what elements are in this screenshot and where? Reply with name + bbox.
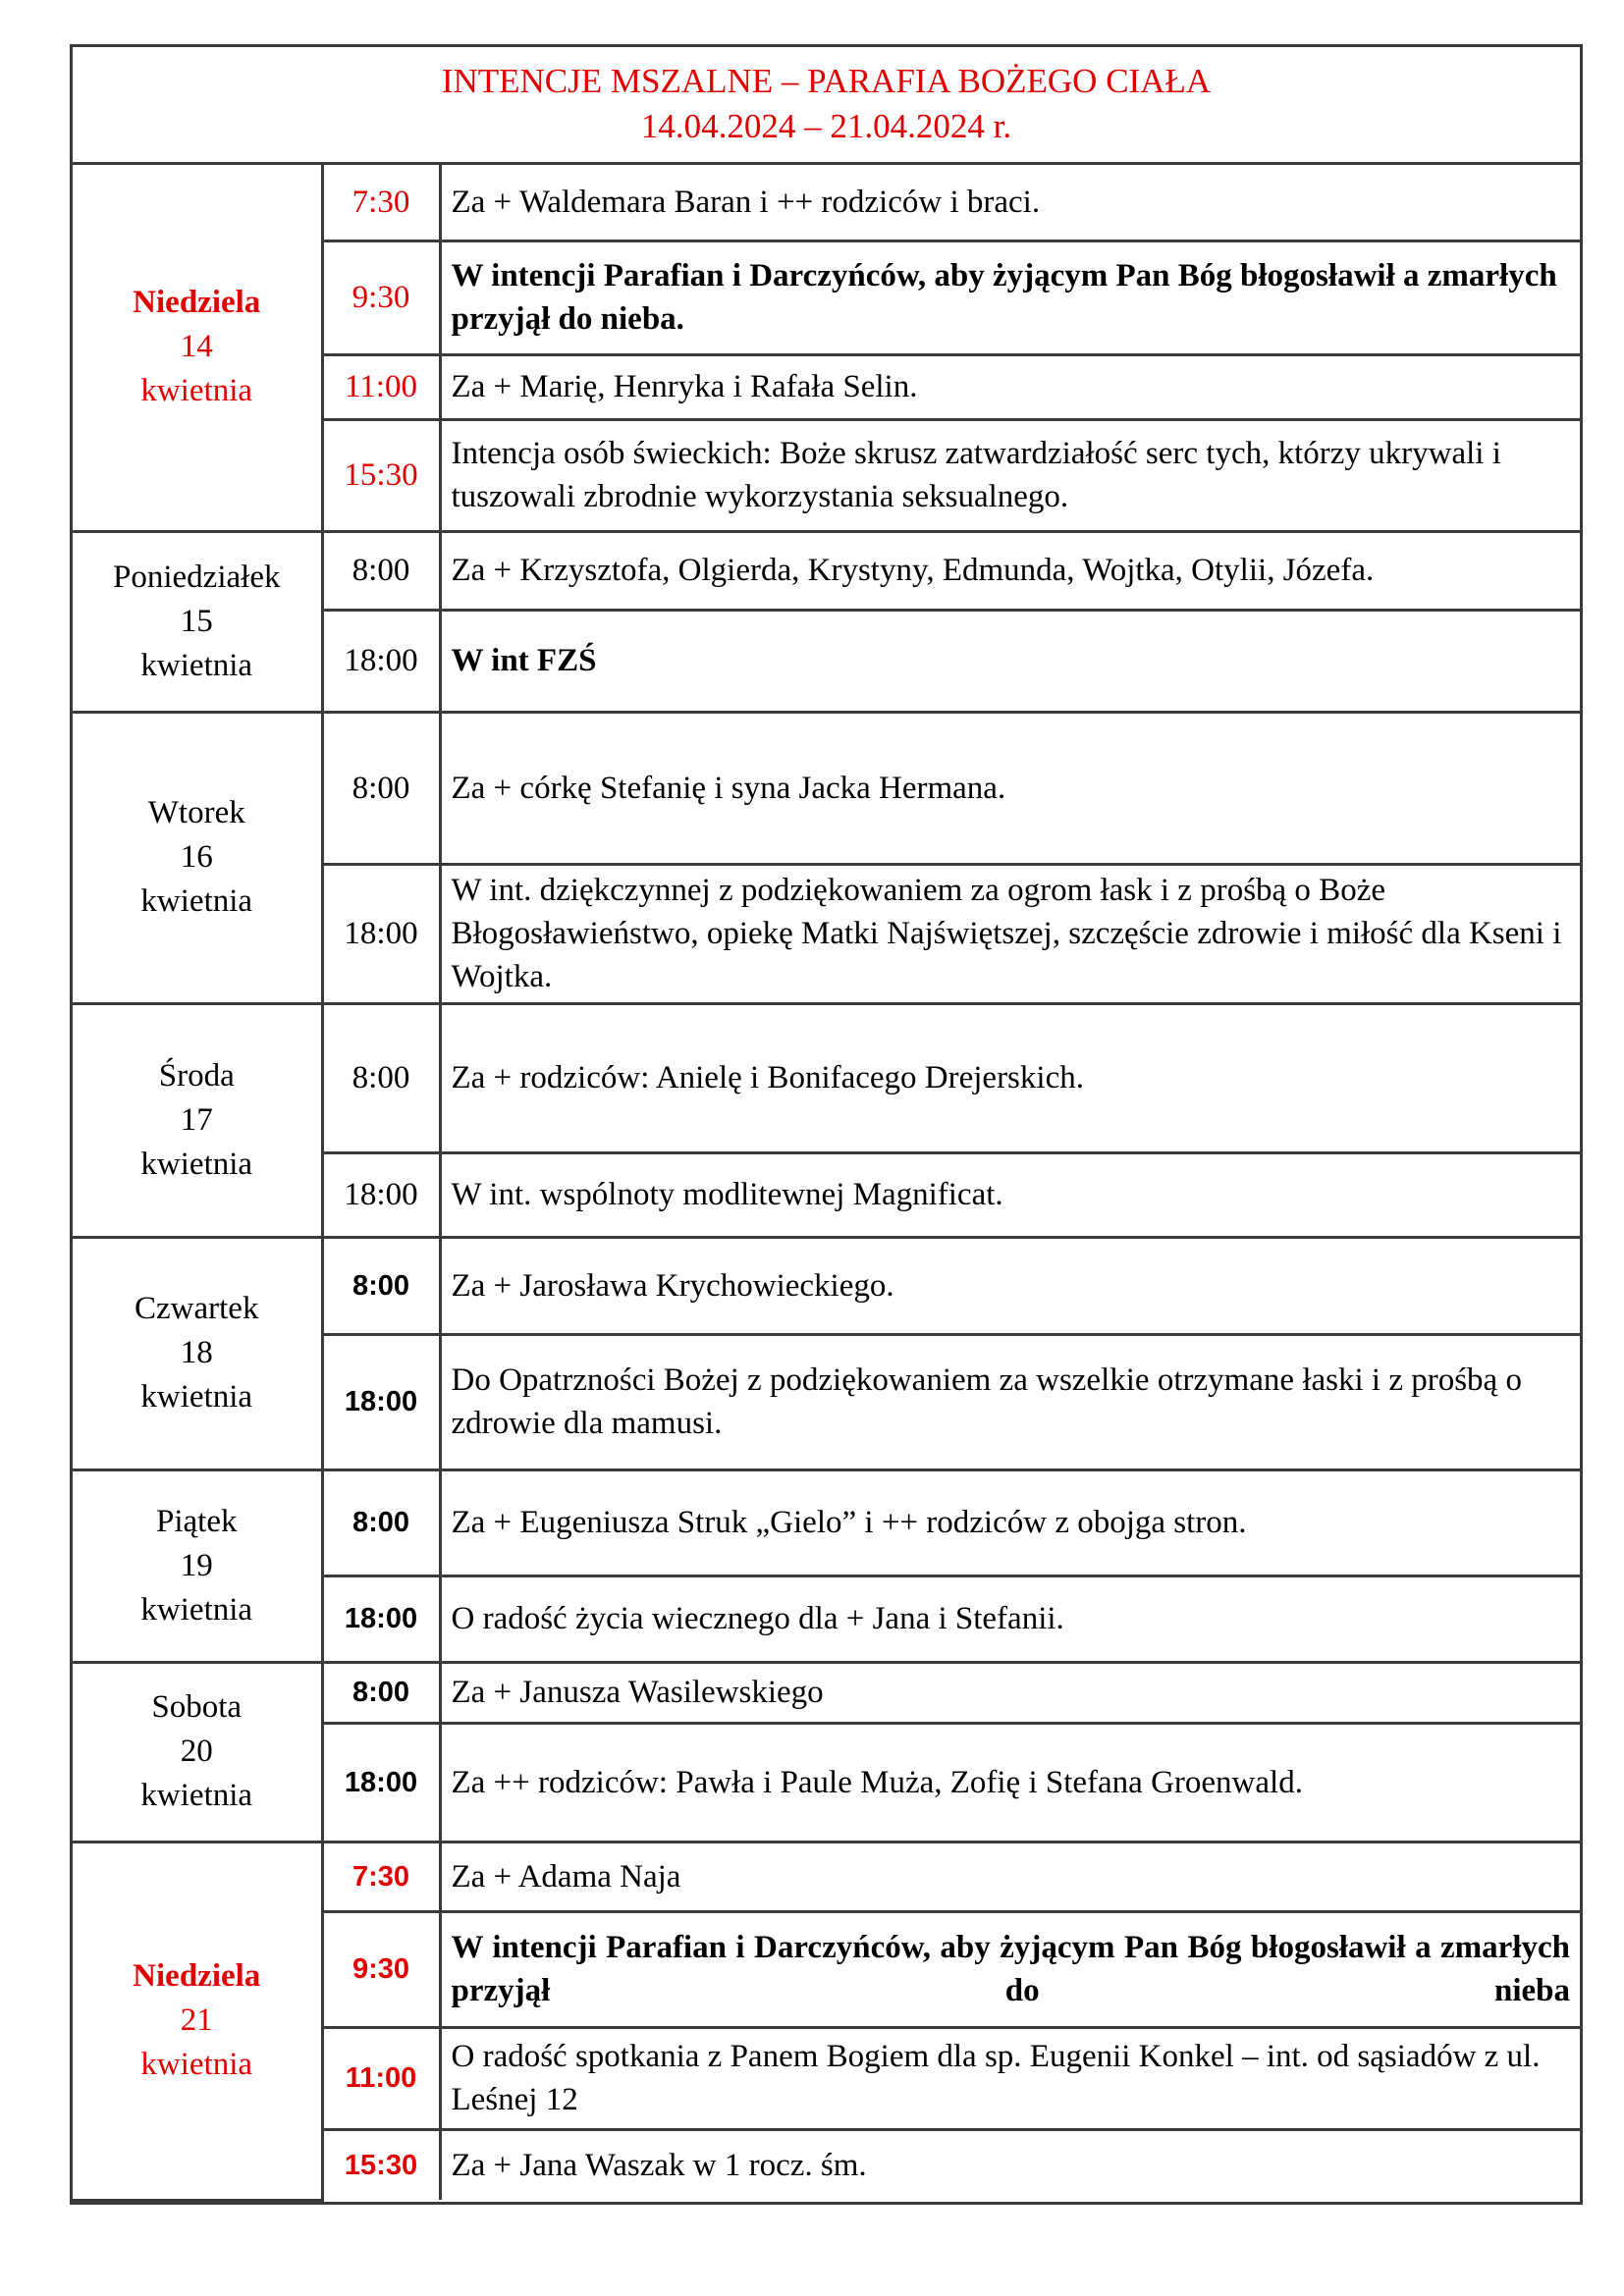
mass-time: 7:30 — [322, 1842, 440, 1911]
mass-intention: Za + Eugeniusza Struk „Gielo” i ++ rodziców z obojga stron. — [440, 1469, 1580, 1575]
header — [73, 47, 1580, 165]
mass-intention: W intencji Parafian i Darczyńców, aby żyjącym Pan Bóg błogosławił a zmarłych przyjął do nieba — [440, 1911, 1580, 2027]
mass-intention: Za + Marię, Henryka i Rafała Selin. — [440, 354, 1580, 419]
day-month: kwietnia — [140, 1379, 253, 1415]
mass-time: 7:30 — [322, 165, 440, 240]
page-title: INTENCJE MSZALNE – PARAFIA BOŻEGO CIAŁA — [441, 62, 1212, 100]
day-cell — [73, 1842, 322, 2200]
day-cell — [73, 1662, 322, 1842]
day-number: 20 — [180, 1734, 213, 1769]
day-name: Środa — [158, 1057, 235, 1094]
mass-intention: Za + córkę Stefanię i syna Jacka Hermana. — [440, 712, 1580, 864]
mass-time: 18:00 — [322, 610, 440, 712]
day-number: 18 — [180, 1335, 213, 1370]
day-name: Wtorek — [147, 795, 245, 830]
mass-intention: W int. wspólnoty modlitewnej Magnificat. — [440, 1152, 1580, 1237]
day-month: kwietnia — [140, 647, 253, 683]
mass-intentions-sheet — [70, 44, 1583, 2205]
mass-time: 8:00 — [322, 531, 440, 610]
day-number: 17 — [180, 1101, 213, 1138]
mass-intention: O radość życia wiecznego dla + Jana i Stefanii. — [440, 1575, 1580, 1662]
mass-time: 9:30 — [322, 1911, 440, 2027]
day-name: Poniedziałek — [113, 559, 281, 595]
mass-time: 8:00 — [322, 712, 440, 864]
mass-time: 18:00 — [322, 1575, 440, 1662]
table-row — [73, 1842, 1580, 1911]
day-number: 16 — [180, 839, 213, 875]
table-row — [73, 165, 1580, 240]
mass-time: 15:30 — [322, 2129, 440, 2200]
date-range: 14.04.2024 – 21.04.2024 r. — [640, 107, 1012, 145]
mass-intention: W int FZŚ — [440, 610, 1580, 712]
day-cell — [73, 1469, 322, 1662]
mass-time: 9:30 — [322, 240, 440, 354]
day-cell — [73, 1237, 322, 1469]
day-number: 15 — [180, 603, 213, 639]
mass-time: 11:00 — [322, 354, 440, 419]
day-month: kwietnia — [140, 1591, 253, 1628]
day-number: 21 — [180, 2002, 213, 2038]
day-month: kwietnia — [140, 1146, 253, 1182]
mass-time: 18:00 — [322, 1723, 440, 1842]
table-row — [73, 1662, 1580, 1723]
day-month: kwietnia — [140, 373, 253, 409]
mass-intention: Do Opatrzności Bożej z podziękowaniem za wszelkie otrzymane łaski i z prośbą o zdrowie dla mamusi. — [440, 1334, 1580, 1469]
table-row — [73, 1003, 1580, 1152]
mass-time: 8:00 — [322, 1662, 440, 1723]
mass-time: 8:00 — [322, 1003, 440, 1152]
mass-time: 18:00 — [322, 1152, 440, 1237]
day-month: kwietnia — [140, 1778, 253, 1813]
day-cell — [73, 165, 322, 531]
day-month: kwietnia — [140, 883, 253, 919]
day-name: Sobota — [151, 1689, 243, 1725]
day-name: Niedziela — [133, 1958, 261, 1994]
day-month: kwietnia — [140, 2047, 253, 2082]
day-cell — [73, 712, 322, 1003]
table-row — [73, 1469, 1580, 1575]
mass-intention: O radość spotkania z Panem Bogiem dla sp. Eugenii Konkel – int. od sąsiadów z ul. Leśnej 12 — [440, 2027, 1580, 2129]
day-cell — [73, 531, 322, 712]
mass-intention: Za + rodziców: Anielę i Bonifacego Drejerskich. — [440, 1003, 1580, 1152]
mass-time: 8:00 — [322, 1469, 440, 1575]
day-number: 14 — [180, 329, 213, 365]
table-row — [73, 531, 1580, 610]
schedule-table — [73, 165, 1580, 2202]
mass-intention: Za ++ rodziców: Pawła i Paule Muża, Zofię i Stefana Groenwald. — [440, 1723, 1580, 1842]
day-cell — [73, 1003, 322, 1237]
day-name: Niedziela — [133, 285, 261, 321]
mass-time: 18:00 — [322, 864, 440, 1003]
mass-intention: Za + Janusza Wasilewskiego — [440, 1662, 1580, 1723]
mass-time: 8:00 — [322, 1237, 440, 1334]
mass-time: 18:00 — [322, 1334, 440, 1469]
mass-intention: Za + Jana Waszak w 1 rocz. śm. — [440, 2129, 1580, 2200]
mass-intention: W intencji Parafian i Darczyńców, aby żyjącym Pan Bóg błogosławił a zmarłych przyjął do nieba. — [440, 240, 1580, 354]
day-number: 19 — [180, 1547, 213, 1583]
mass-intention: Za + Krzysztofa, Olgierda, Krystyny, Edmunda, Wojtka, Otylii, Józefa. — [440, 531, 1580, 610]
mass-intention: W int. dziękczynnej z podziękowaniem za ogrom łask i z prośbą o Boże Błogosławieństwo, opiekę Matki Najświętszej, szczęście zdrowie i miłość dla Kseni i Wojtka. — [440, 864, 1580, 1003]
mass-intention: Intencja osób świeckich: Boże skrusz zatwardziałość serc tych, którzy ukrywali i tuszowali zbrodnie wykorzystania seksualnego. — [440, 419, 1580, 531]
mass-intention: Za + Jarosława Krychowieckiego. — [440, 1237, 1580, 1334]
day-name: Piątek — [156, 1503, 238, 1539]
mass-intention: Za + Waldemara Baran i ++ rodziców i braci. — [440, 165, 1580, 240]
day-name: Czwartek — [135, 1291, 259, 1326]
mass-intention: Za + Adama Naja — [440, 1842, 1580, 1911]
mass-time: 15:30 — [322, 419, 440, 531]
table-row — [73, 712, 1580, 864]
table-row — [73, 1237, 1580, 1334]
mass-time: 11:00 — [322, 2027, 440, 2129]
